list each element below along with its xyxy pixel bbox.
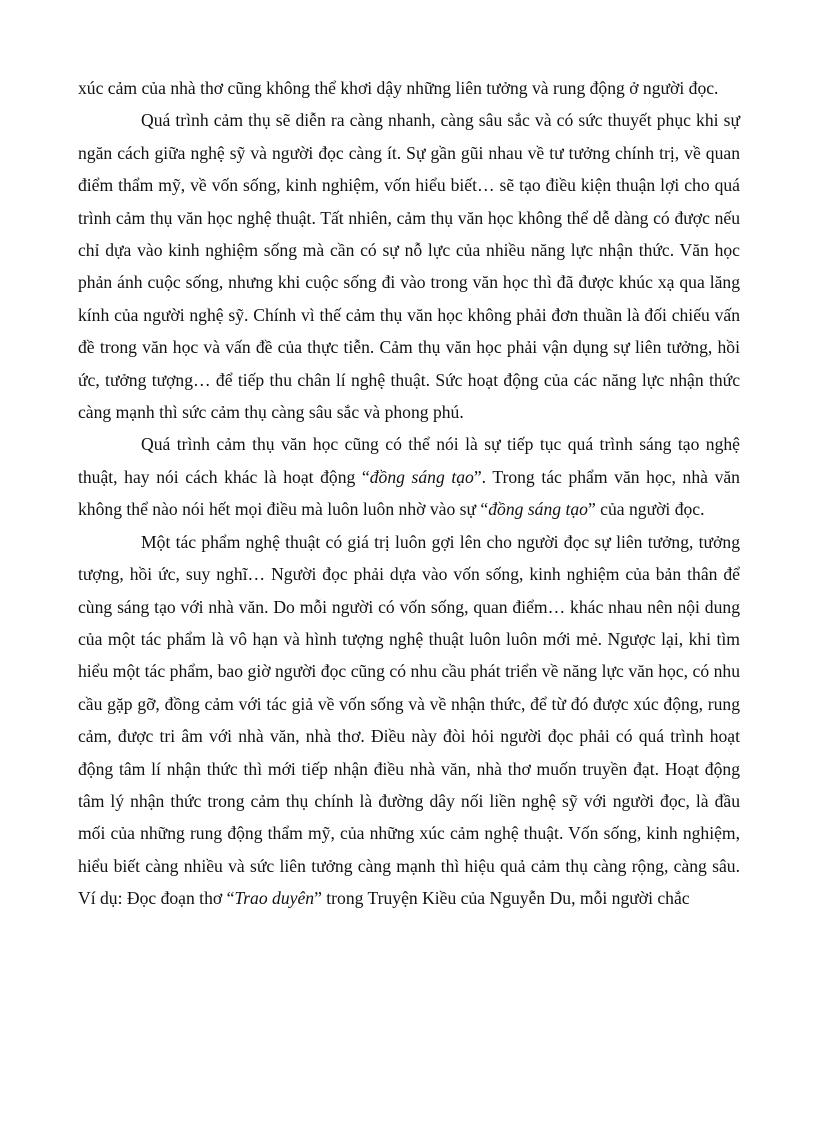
italic-title: Trao duyên [234, 888, 315, 909]
paragraph-1 [78, 72, 740, 104]
text-run: Một tác phẩm nghệ thuật có giá trị luôn gợi lên cho người đọc sự liên tưởng, tưởng tượng, hồi ức, suy nghĩ… Người đọc phải dựa vào vốn sống, kinh nghiệm của bản thân để cùng sáng tạo với nhà văn. Do mỗi người có vốn sống, quan điểm… khác nhau nên nội dung của một tác phẩm là vô hạn và hình tượng nghệ thuật luôn luôn mới mẻ. Ngược lại, khi tìm hiểu một tác phẩm, bao giờ người đọc cũng có nhu cầu phát triển về năng lực văn học, có nhu cầu gặp gỡ, đồng cảm với tác giả về vốn sống và về nhận thức, để từ đó được xúc động, rung cảm, được tri âm với nhà văn, nhà thơ. Điều này đòi hỏi người đọc phải có quá trình hoạt động tâm lí nhận thức thì mới tiếp nhận điều nhà văn, nhà thơ muốn truyền đạt. Hoạt động tâm lý nhận thức trong cảm thụ chính là đường dây nối liền nghệ sỹ với người đọc, là đầu mối của những rung động thẩm mỹ, của những xúc cảm nghệ thuật. Vốn sống, kinh nghiệm, hiểu biết càng nhiều và sức liên tưởng càng mạnh thì hiệu quả cảm thụ càng rộng, càng sâu. Ví dụ: Đọc đoạn thơ “ [78, 531, 740, 909]
text-run: ” của người đọc. [587, 499, 705, 520]
text-run: Quá trình cảm thụ sẽ diễn ra càng nhanh, càng sâu sắc và có sức thuyết phục khi sự ngăn cách giữa nghệ sỹ và người đọc càng ít. Sự gần gũi nhau về tư tưởng chính trị, về quan điểm thẩm mỹ, về vốn sống, kinh nghiệm, vốn hiểu biết… sẽ tạo điều kiện thuận lợi cho quá trình cảm thụ văn học nghệ thuật. Tất nhiên, cảm thụ văn học không thể dễ dàng có được nếu chỉ dựa vào kinh nghiệm sống mà cần có sự nỗ lực của nhiều năng lực nhận thức. Văn học phản ánh cuộc sống, nhưng khi cuộc sống đi vào trong văn học thì đã được khúc xạ qua lăng kính của người nghệ sỹ. Chính vì thế cảm thụ văn học không phải đơn thuần là đối chiếu vấn đề trong văn học và vấn đề của thực tiễn. Cảm thụ văn học phải vận dụng sự liên tưởng, hồi ức, tưởng tượng… để tiếp thu chân lí nghệ thuật. Sức hoạt động của các năng lực nhận thức càng mạnh thì sức cảm thụ càng sâu sắc và phong phú. [78, 110, 740, 423]
text-run: ” trong Truyện Kiều của Nguyễn Du, mỗi người chắc [314, 888, 690, 909]
text-run: xúc cảm của nhà thơ cũng không thể khơi dậy những liên tưởng và rung động ở người đọc. [78, 78, 719, 98]
italic-term: đồng sáng tạo [488, 499, 588, 520]
document-body [78, 72, 740, 915]
italic-term: đồng sáng tạo [369, 466, 474, 487]
text-run: Quá trình cảm thụ văn học cũng có thể nói là sự tiếp tục quá trình sáng tạo nghệ thuật, hay nói cách khác là hoạt động “ [78, 434, 740, 487]
text-run: ”. Trong tác phẩm văn học, nhà văn không thể nào nói hết mọi điều mà luôn luôn nhờ vào sự “ [78, 466, 740, 520]
paragraph-2 [78, 104, 740, 428]
paragraph-4 [78, 526, 740, 915]
paragraph-3 [78, 428, 740, 525]
